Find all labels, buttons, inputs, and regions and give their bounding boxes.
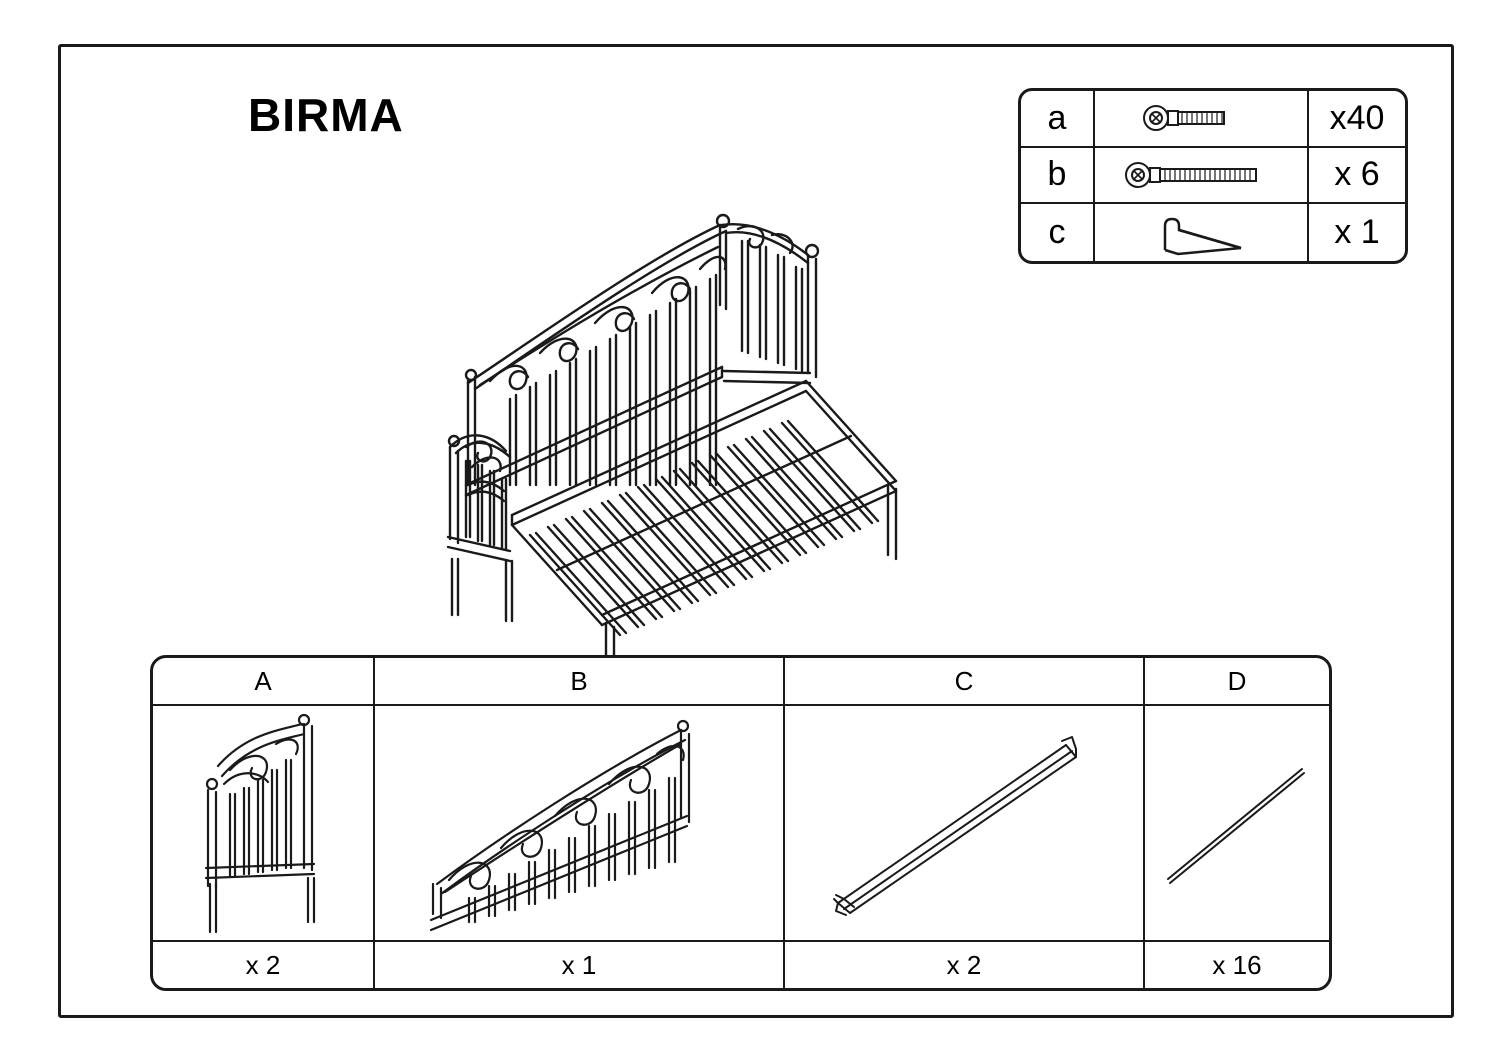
parts-qty-a: x 2 [153, 942, 375, 988]
hardware-letter: c [1021, 204, 1095, 261]
parts-header-c: C [785, 658, 1145, 704]
parts-qty-b: x 1 [375, 942, 785, 988]
parts-header-d: D [1227, 665, 1247, 696]
hardware-table [1018, 88, 1408, 264]
backrest-panel-icon [375, 706, 785, 940]
hardware-row-c [1021, 204, 1405, 261]
hardware-letter: b [1021, 148, 1095, 203]
headboard-panel-icon [153, 706, 375, 940]
parts-header-b: B [375, 658, 785, 704]
hardware-qty: x 6 [1334, 155, 1380, 194]
hardware-row-a [1021, 91, 1405, 148]
long-allen-bolt-icon [1095, 148, 1309, 203]
hardware-qty: x 1 [1334, 213, 1380, 252]
allen-key-icon [1095, 204, 1309, 261]
parts-table [150, 655, 1332, 991]
hardware-letter: a [1021, 91, 1095, 146]
parts-header-a: A [153, 658, 375, 704]
slat-icon [1145, 706, 1329, 940]
short-allen-bolt-icon [1095, 91, 1309, 146]
side-rail-icon [785, 706, 1145, 940]
parts-table-image-row [153, 706, 1329, 940]
hardware-row-b [1021, 148, 1405, 205]
page-title: BIRMA [248, 89, 404, 141]
parts-table-header-row [153, 658, 1329, 706]
parts-qty-d: x 16 [1212, 949, 1262, 980]
parts-table-quantity-row [153, 940, 1329, 988]
assembled-daybed-drawing [420, 185, 980, 635]
parts-qty-c: x 2 [785, 942, 1145, 988]
hardware-qty: x40 [1329, 98, 1385, 137]
